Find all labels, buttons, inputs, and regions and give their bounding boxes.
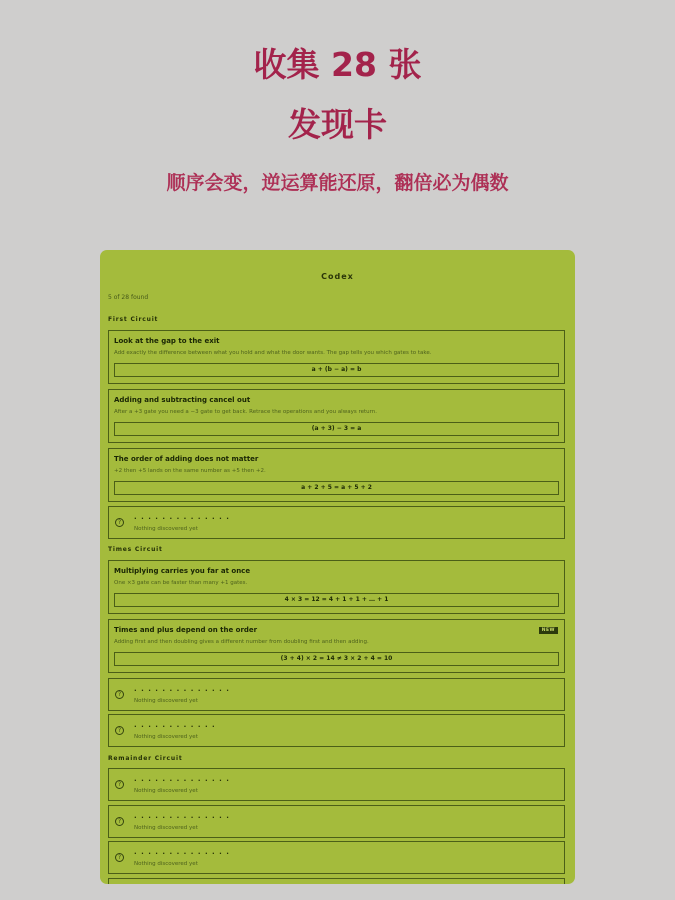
- card-formula: a + 2 + 5 = a + 5 + 2: [114, 481, 559, 495]
- discovery-card[interactable]: [108, 448, 565, 502]
- locked-card-partial[interactable]: [108, 878, 565, 884]
- card-description: One ×3 gate can be faster than many +1 gates.: [114, 580, 248, 586]
- card-description: Add exactly the difference between what you hold and what the door wants. The gap tells you which gates to take.: [114, 350, 432, 356]
- new-badge: NEW: [539, 627, 558, 634]
- locked-card[interactable]: [108, 805, 565, 838]
- found-count: 5 of 28 found: [108, 294, 149, 301]
- card-formula: a + (b − a) = b: [114, 363, 559, 377]
- question-circle-icon: ?: [115, 817, 124, 826]
- locked-placeholder-dots: · · · · · · · · · · · · · ·: [134, 777, 230, 785]
- codex-title: Codex: [321, 272, 354, 281]
- discovery-card[interactable]: [108, 389, 565, 443]
- hero-subtitle: 顺序会变，逆运算能还原，翻倍必为偶数: [166, 172, 509, 194]
- card-title: Multiplying carries you far at once: [114, 567, 251, 575]
- card-description: +2 then +5 lands on the same number as +5 then +2.: [114, 468, 266, 474]
- card-description: After a +3 gate you need a −3 gate to get back. Retrace the operations and you always return.: [114, 409, 378, 415]
- discovery-card[interactable]: [108, 560, 565, 614]
- card-formula: 4 × 3 = 12 = 4 + 1 + 1 + … + 1: [114, 593, 559, 607]
- card-title: The order of adding does not matter: [114, 455, 259, 463]
- question-circle-icon: ?: [115, 853, 124, 862]
- locked-card[interactable]: [108, 714, 565, 747]
- card-title: Adding and subtracting cancel out: [114, 396, 251, 404]
- locked-label: Nothing discovered yet: [134, 734, 198, 740]
- question-circle-icon: ?: [115, 518, 124, 527]
- card-title: Times and plus depend on the order: [114, 626, 258, 634]
- discovery-card[interactable]: [108, 330, 565, 384]
- section-heading-times-circuit: Times Circuit: [108, 546, 163, 553]
- locked-label: Nothing discovered yet: [134, 698, 198, 704]
- locked-card[interactable]: [108, 768, 565, 801]
- locked-placeholder-dots: · · · · · · · · · · · · · ·: [134, 687, 230, 695]
- question-circle-icon: ?: [115, 690, 124, 699]
- section-heading-first-circuit: First Circuit: [108, 316, 159, 323]
- locked-label: Nothing discovered yet: [134, 861, 198, 867]
- section-heading-remainder-circuit: Remainder Circuit: [108, 755, 183, 762]
- locked-placeholder-dots: · · · · · · · · · · · ·: [134, 723, 216, 731]
- locked-placeholder-dots: · · · · · · · · · · · · · ·: [134, 850, 230, 858]
- card-title: Look at the gap to the exit: [114, 337, 220, 345]
- locked-label: Nothing discovered yet: [134, 825, 198, 831]
- codex-screen: [100, 250, 575, 884]
- hero-title-line-1: 收集 28 张: [253, 45, 422, 84]
- question-circle-icon: ?: [115, 726, 124, 735]
- locked-label: Nothing discovered yet: [134, 788, 198, 794]
- card-formula: (a + 3) − 3 = a: [114, 422, 559, 436]
- discovery-card[interactable]: [108, 619, 565, 673]
- question-circle-icon: ?: [115, 780, 124, 789]
- locked-card[interactable]: [108, 506, 565, 539]
- card-description: Adding first and then doubling gives a different number from doubling first and then adding.: [114, 639, 369, 645]
- card-formula: (3 + 4) × 2 = 14 ≠ 3 × 2 + 4 = 10: [114, 652, 559, 666]
- hero-title-line-2: 发现卡: [288, 105, 387, 144]
- locked-placeholder-dots: · · · · · · · · · · · · · ·: [134, 515, 230, 523]
- locked-label: Nothing discovered yet: [134, 526, 198, 532]
- locked-card[interactable]: [108, 678, 565, 711]
- locked-card[interactable]: [108, 841, 565, 874]
- locked-placeholder-dots: · · · · · · · · · · · · · ·: [134, 814, 230, 822]
